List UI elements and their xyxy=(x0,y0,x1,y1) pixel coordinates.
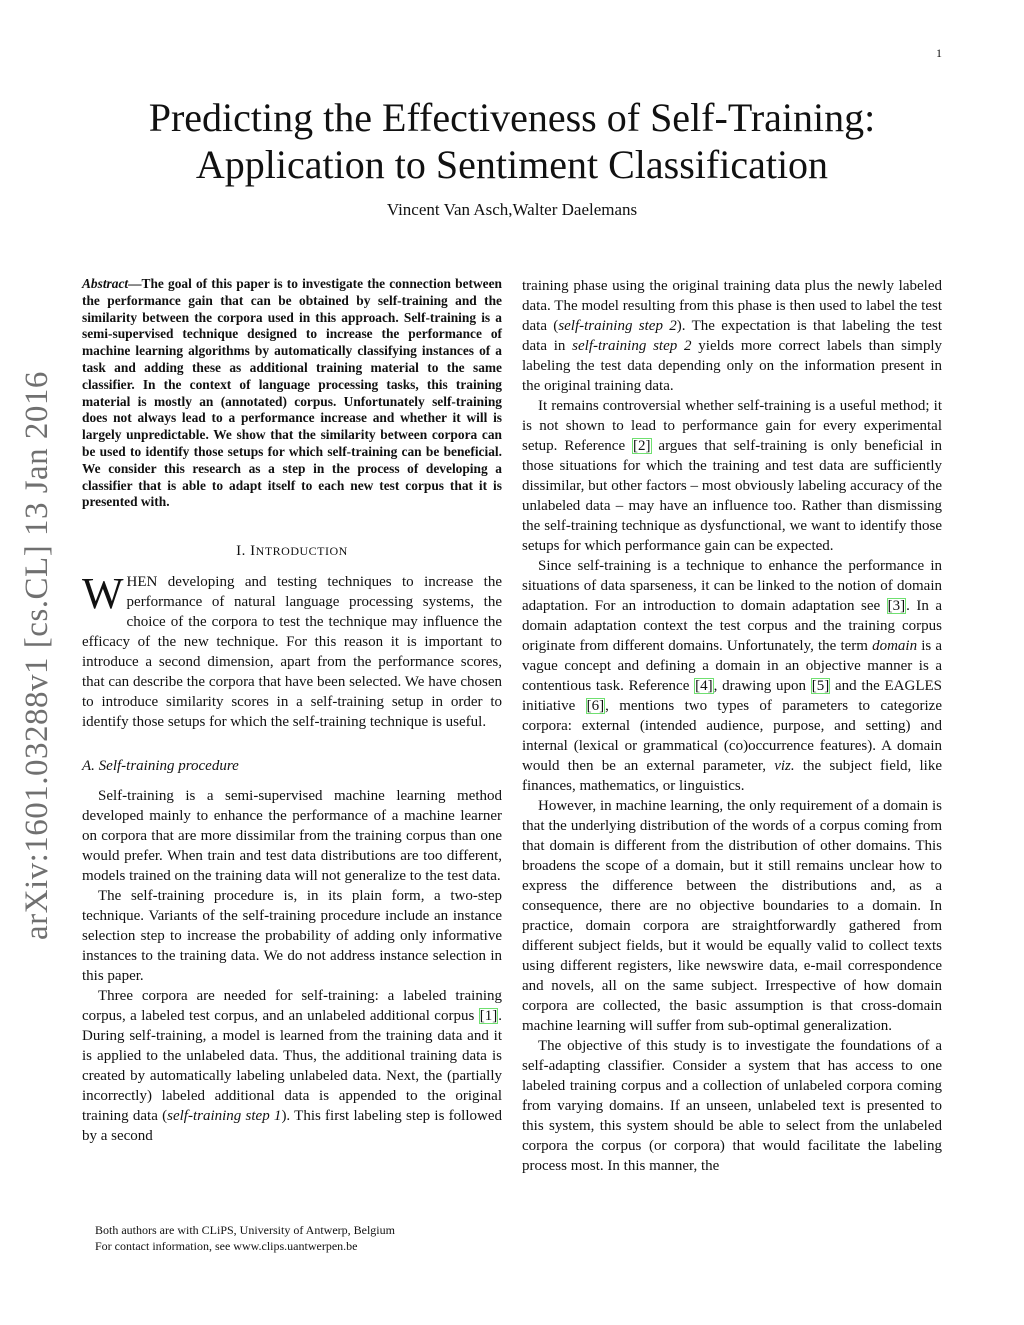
text-run: . During self-training, a model is learned from the training data and it is applied to the unlabeled data. Thus, the additional training data is created by automatically labeling unlabeled data. Next, the (partially incorrectly) labeled additional data is appended to the original training data ( xyxy=(82,1008,502,1125)
section-title-rest: NTRODUCTION xyxy=(255,544,348,559)
left-column xyxy=(82,276,502,1146)
section-first-letter: I xyxy=(250,543,256,560)
author-list: Vincent Van Asch,Walter Daelemans xyxy=(386,200,638,219)
abstract-label: Abstract xyxy=(82,276,129,291)
italic-term: viz. xyxy=(774,758,795,774)
footnote-line-2: For contact information, see www.clips.uantwerpen.be xyxy=(95,1239,358,1253)
paragraph-right-3 xyxy=(522,556,942,796)
paragraph-right-5: The objective of this study is to investigate the foundations of a self-adapting classifier. Consider a system that has access to one labeled training corpus and a collection of unlabeled corpora coming from varying domains. If an unseen, unlabeled text is presented to this system, this system should be able to select from the unlabeled corpora the corpus (or corpora) that would facilitate the labeling process most. In this manner, the xyxy=(522,1038,942,1174)
paragraph-self-training-3 xyxy=(82,986,502,1146)
paragraph-self-training-1: Self-training is a semi-supervised machine learning method developed mainly to enhance the performance of a machine learner on corpora that are more dissimilar from the training corpus than one would prefer. When train and test data distributions are too different, models trained on the training data will not generalize to the test data. xyxy=(82,788,502,885)
text-run: training phase using the original training data plus the newly labeled data. The model resulting from this phase is then used to label the test data ( xyxy=(522,278,942,334)
right-column xyxy=(522,276,942,1176)
text-run: ). The expectation is that labeling the test data in xyxy=(522,318,942,354)
drop-cap: W xyxy=(82,569,124,619)
text-run: , mentions two types of parameters to categorize corpora: external (intended audience, purpose, and setting) and internal (lexical or grammatical (co)occurrence features). A domain would then be an external parameter, xyxy=(522,698,942,774)
paragraph-right-2 xyxy=(522,396,942,556)
text-run: . In a domain adaptation context the test corpus and the training corpus originate from different domains. Unfortunately, the term xyxy=(522,598,942,654)
italic-term: domain xyxy=(872,638,918,654)
text-run: is a vague concept and defining a domain in an objective manner is a contentious task. Reference xyxy=(522,638,942,694)
paragraph-right-4: However, in machine learning, the only requirement of a domain is that the underlying distribution of the words of a corpus coming from that domain is different from the distribution of other domains. This broadens the scope of a domain, but it still remains unclear how to express the difference between the distributions and, as a consequence, there are no objective boundaries to a domain. In practice, domain corpora are straightforwardly gathered from different subject fields, but it would be equally valid to collect texts using different registers, like newswire data, e-mail correspondence and novels, all on the same subject. Irrespective of how domain corpora are collected, the basic assumption is that cross-domain machine learning will suffer from sub-optimal generalization. xyxy=(522,798,942,1034)
abstract xyxy=(82,276,502,511)
text-run: , drawing upon xyxy=(713,678,811,694)
citation-link-6[interactable]: [6] xyxy=(586,698,605,714)
arxiv-identifier-stamp: arXiv:1601.03288v1 [cs.CL] 13 Jan 2016 xyxy=(19,371,55,940)
intro-text: HEN developing and testing techniques to increase the performance of natural language processing systems, the choice of the corpora to test the technique may influence the efficacy of the new technique. For this reason it is important to introduce a second dimension, apart from the performance scores, that can describe the corpora that have been selected. We have chosen to introduce similarity scores in a self-training setup in order to identify those setups for which the self-training technique is useful. xyxy=(82,574,502,731)
text-run: ). This first labeling step is followed by a second xyxy=(82,1108,502,1145)
italic-term: self-training step 2 xyxy=(572,338,692,354)
intro-paragraph xyxy=(82,569,502,732)
section-heading-introduction xyxy=(82,541,502,561)
author-footnote xyxy=(95,1222,495,1254)
text-run: yields more correct labels than simply labeling the test data depending only on the information present in the original training data. xyxy=(522,338,942,394)
text-run: the subject field, like finances, mathematics, or linguistics. xyxy=(522,758,942,794)
citation-link-4[interactable]: [4] xyxy=(695,678,713,694)
text-run: It remains controversial whether self-training is a useful method; it is not shown to lead to performance gain for every experimental setup. Reference xyxy=(522,398,942,454)
page-number: 1 xyxy=(936,46,942,60)
citation-link-2[interactable]: [2] xyxy=(633,438,651,454)
citation-link-5[interactable]: [5] xyxy=(811,678,830,694)
text-run: Since self-training is a technique to enhance the performance in situations of data sparseness, it can be linked to the notion of domain adaptation. For an introduction to domain adaptation see xyxy=(522,558,942,614)
citation-link-1[interactable]: [1] xyxy=(479,1008,498,1025)
title-line-2: Application to Sentiment Classification xyxy=(195,142,829,187)
text-run: argues that self-training is only beneficial in those situations for which the training and test data are sufficiently dissimilar, but other factors – most obviously labeling accuracy of the unlabeled data – may have an influence too. Rather than dismissing the self-training technique as dysfunctional, we want to identify those setups for which performance gain can be expected. xyxy=(522,438,942,554)
italic-term: self-training step 2 xyxy=(558,318,677,334)
section-number: I. xyxy=(236,543,246,560)
citation-link-3[interactable]: [3] xyxy=(887,598,906,614)
paragraph-self-training-2: The self-training procedure is, in its plain form, a two-step technique. Variants of the self-training procedure include an instance selection step to increase the probability of adding only informative instances to the training data. We do not address instance selection in this paper. xyxy=(82,888,502,985)
subsection-heading-self-training: A. Self-training procedure xyxy=(82,758,239,775)
abstract-text: —The goal of this paper is to investigate the connection between the performance gain that can be obtained by self-training and the similarity between the corpora used in this approach. Self-training is a semi-supervised technique designed to increase the performance of machine learning algorithms by automatically classifying instances of a task and adding these as additional training material to the same classifier. In the context of language processing tasks, this training material is mostly an (annotated) corpus. Unfortunately self-training does not always lead to a performance increase and whether it will is largely unpredictable. We show that the similarity between corpora can be used to identify those setups for which self-training can be beneficial. We consider this research as a step in the process of developing a classifier that is able to adapt itself to each new test corpus that it is presented with. xyxy=(82,276,502,510)
paragraph-right-1 xyxy=(522,276,942,396)
text-run: Three corpora are needed for self-training: a labeled training corpus, a labeled test corpus, and an unlabeled additional corpus xyxy=(82,988,502,1025)
italic-term: self-training step 1 xyxy=(167,1108,282,1125)
text-run: and the EAGLES initiative xyxy=(522,678,942,714)
footnote-line-1: Both authors are with CLiPS, University of Antwerp, Belgium xyxy=(95,1223,395,1237)
paper-title xyxy=(82,94,942,188)
title-line-1: Predicting the Effectiveness of Self-Training: xyxy=(148,95,876,140)
